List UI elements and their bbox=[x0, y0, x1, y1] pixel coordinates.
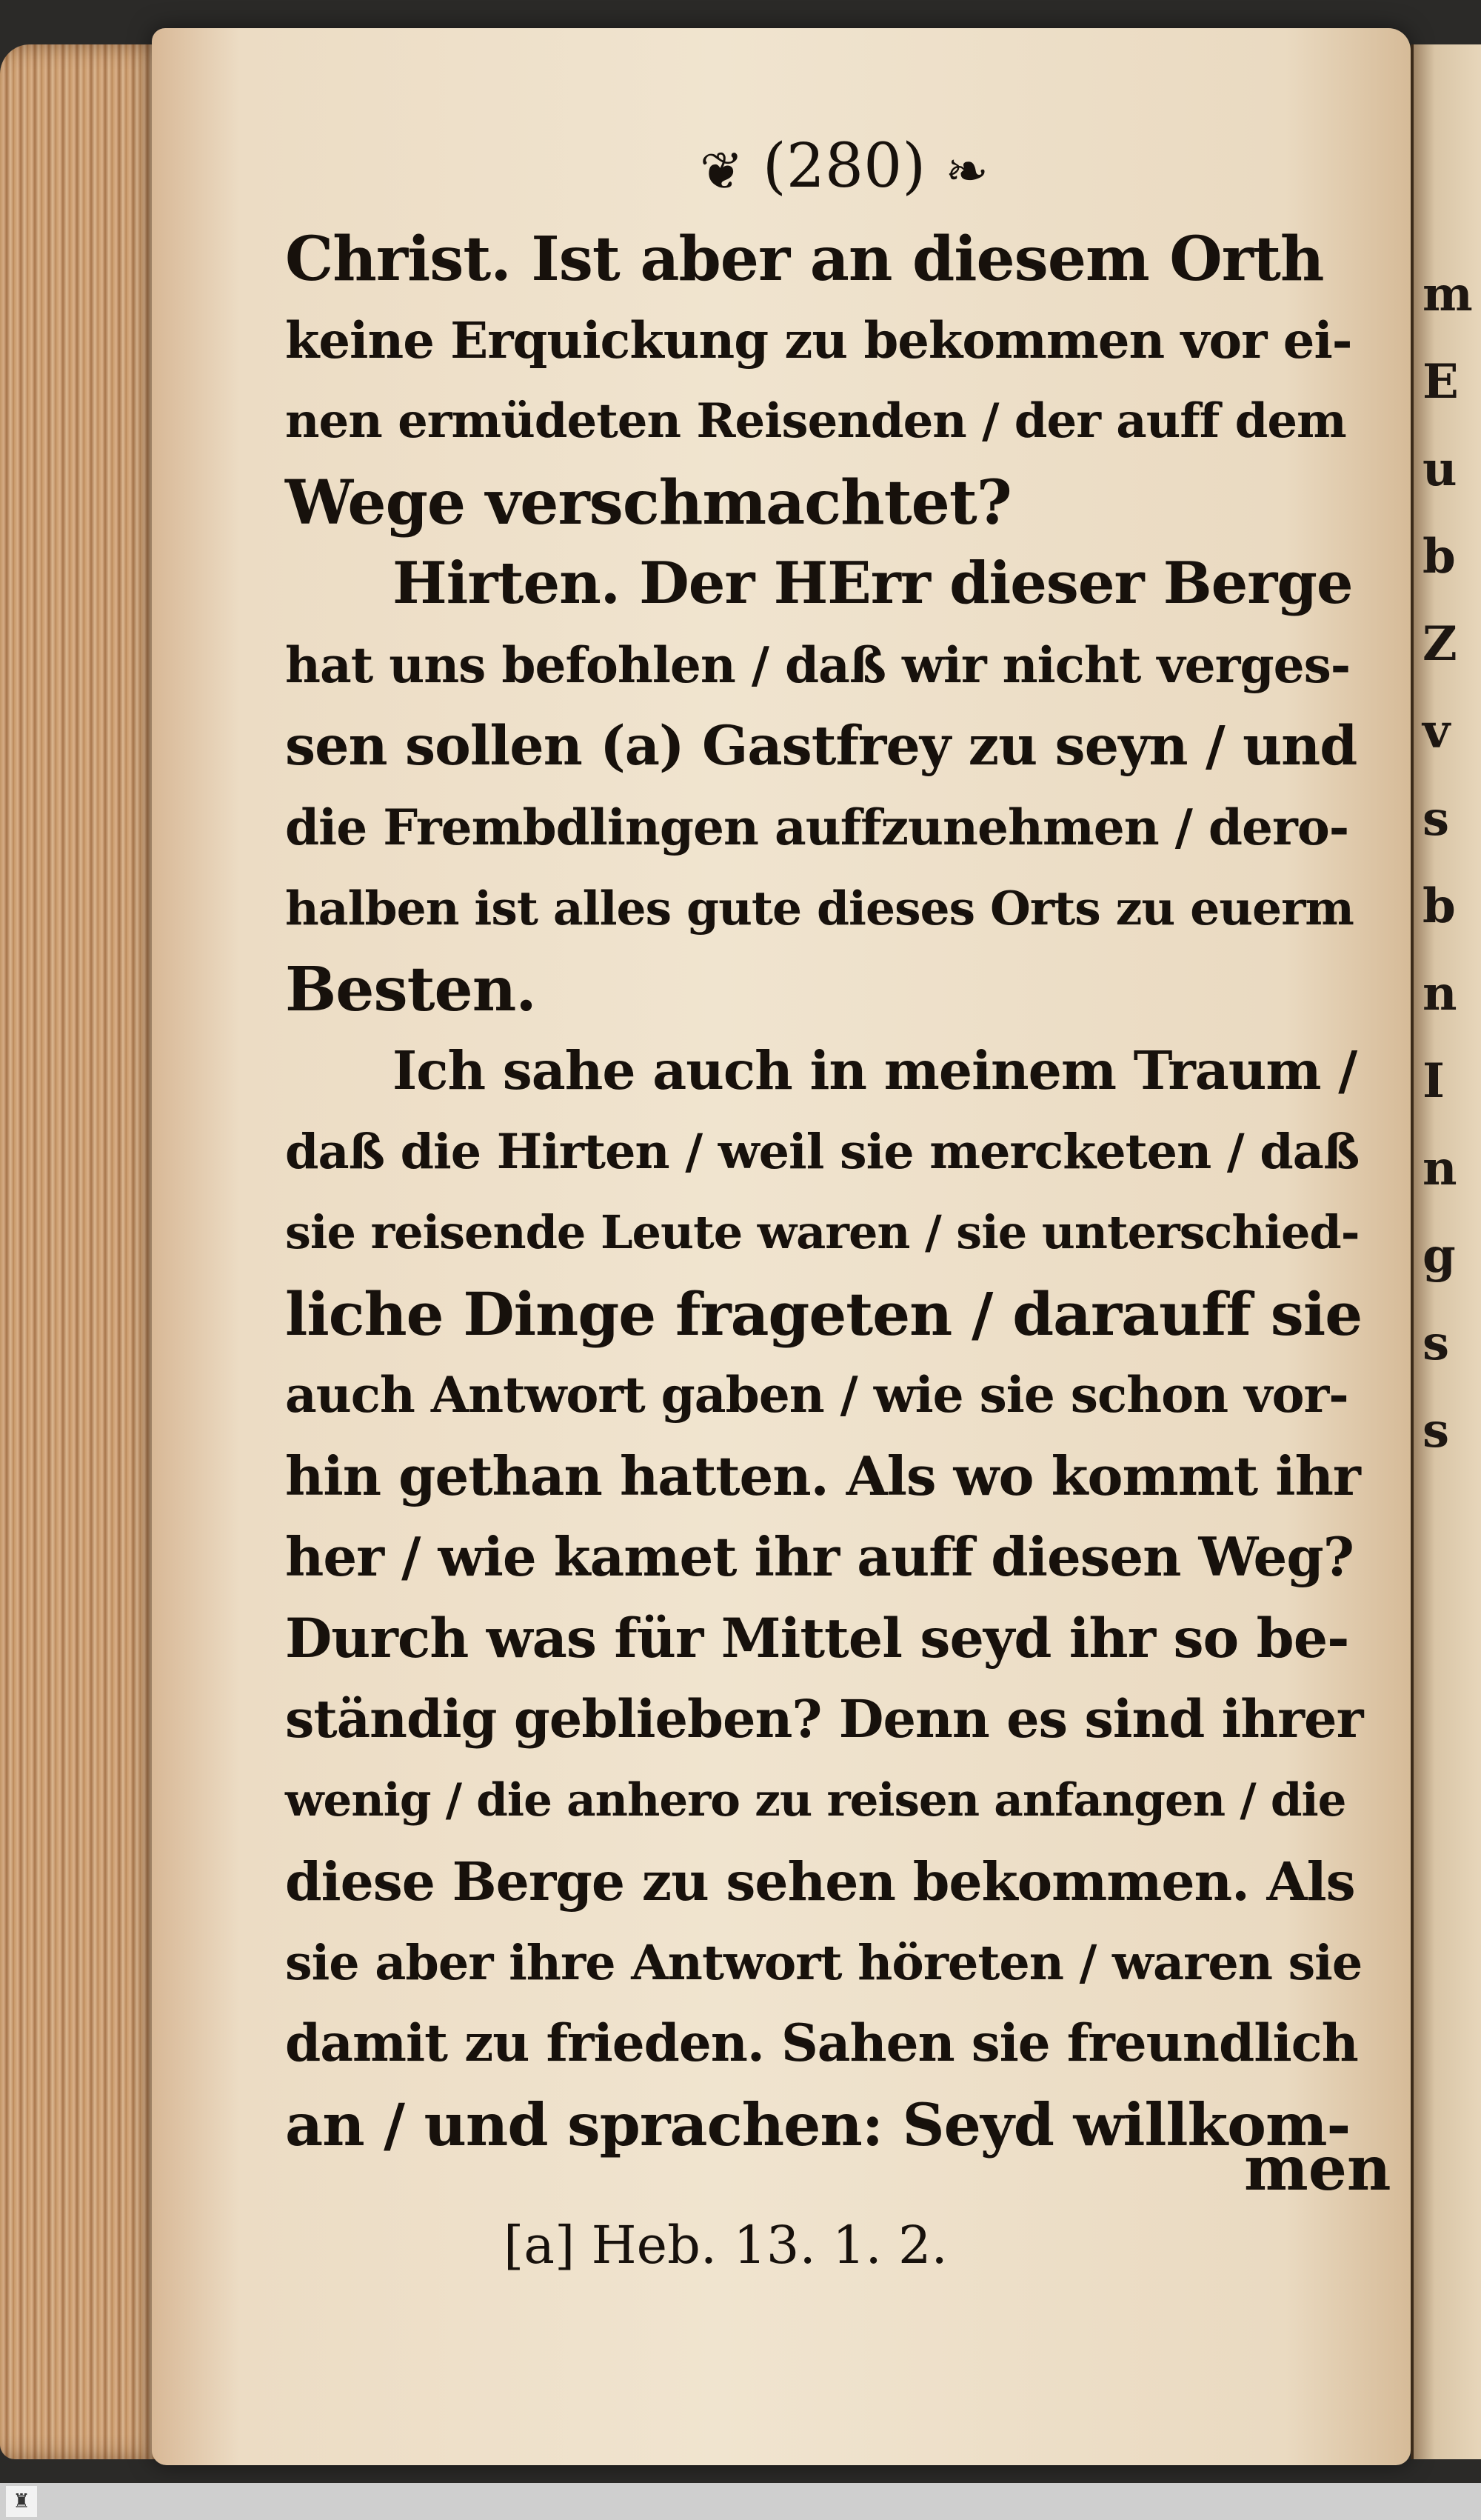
text-line: liche Dinge frageten / darauff sie bbox=[285, 1279, 1363, 1349]
page-edges bbox=[0, 44, 178, 2459]
text-line: diese Berge zu sehen bekommen. Als bbox=[285, 1850, 1355, 1913]
ornament-left-icon: ❦ bbox=[700, 140, 743, 201]
facing-page-letter: v bbox=[1423, 704, 1451, 759]
text-line: Wege verschmachtet? bbox=[285, 467, 1012, 539]
facing-page-letter: m bbox=[1423, 267, 1473, 322]
library-stamp-icon: ♜ bbox=[6, 2486, 37, 2517]
facing-page-letter: s bbox=[1423, 791, 1450, 847]
catchword: men bbox=[1244, 2133, 1391, 2204]
page-number: (280) bbox=[762, 131, 926, 201]
facing-page-letter: b bbox=[1423, 879, 1456, 934]
text-line: Durch was für Mittel seyd ihr so be- bbox=[285, 1607, 1349, 1670]
facing-page bbox=[1411, 44, 1481, 2459]
text-line: damit zu frieden. Sahen sie freundlich bbox=[285, 2013, 1358, 2073]
text-line: Besten. bbox=[285, 954, 536, 1025]
facing-page-letter: g bbox=[1423, 1228, 1456, 1284]
facing-page-letter: b bbox=[1423, 529, 1456, 584]
text-line: ständig geblieben? Denn es sind ihrer bbox=[285, 1688, 1363, 1750]
facing-page-letter: s bbox=[1423, 1316, 1450, 1371]
facing-page-letter: Z bbox=[1423, 616, 1457, 672]
facing-page-letter: I bbox=[1423, 1053, 1445, 1109]
facing-page-letter: n bbox=[1423, 1141, 1457, 1196]
ornament-right-icon: ❧ bbox=[945, 140, 989, 201]
text-line: nen ermüdeten Reisenden / der auff dem bbox=[285, 393, 1346, 449]
text-line: hat uns befohlen / daß wir nicht verges- bbox=[285, 636, 1351, 694]
facing-page-letter: u bbox=[1423, 441, 1457, 497]
text-line: halben ist alles gute dieses Orts zu euerm bbox=[285, 881, 1354, 936]
text-line: wenig / die anhero zu reisen anfangen / die bbox=[285, 1774, 1346, 1827]
text-line: daß die Hirten / weil sie mercketen / daß bbox=[285, 1124, 1360, 1180]
scanner-strip bbox=[0, 2483, 1481, 2520]
text-line: her / wie kamet ihr auff diesen Weg? bbox=[285, 1525, 1354, 1588]
text-line: sen sollen (a) Gastfrey zu seyn / und bbox=[285, 714, 1357, 778]
footnote: [a] Heb. 13. 1. 2. bbox=[504, 2215, 948, 2276]
facing-page-letter: n bbox=[1423, 966, 1457, 1021]
text-line: hin gethan hatten. Als wo kommt ihr bbox=[285, 1444, 1360, 1507]
text-line: sie aber ihre Antwort höreten / waren sie bbox=[285, 1935, 1363, 1991]
facing-page-letter: s bbox=[1423, 1403, 1450, 1459]
text-line: auch Antwort gaben / wie sie schon vor- bbox=[285, 1366, 1348, 1424]
text-line: Christ. Ist aber an diesem Orth bbox=[285, 224, 1324, 295]
text-line: sie reisende Leute waren / sie unterschied- bbox=[285, 1205, 1360, 1259]
text-line: keine Erquickung zu bekommen vor ei- bbox=[285, 311, 1352, 370]
page-header bbox=[637, 126, 1052, 207]
text-line: an / und sprachen: Seyd willkom- bbox=[285, 2090, 1351, 2159]
text-line: Ich sahe auch in meinem Traum / bbox=[392, 1039, 1357, 1101]
text-line: die Frembdlingen auffzunehmen / dero- bbox=[285, 799, 1349, 856]
facing-page-letter: E bbox=[1423, 354, 1459, 410]
text-line: Hirten. Der HErr dieser Berge bbox=[392, 550, 1353, 617]
